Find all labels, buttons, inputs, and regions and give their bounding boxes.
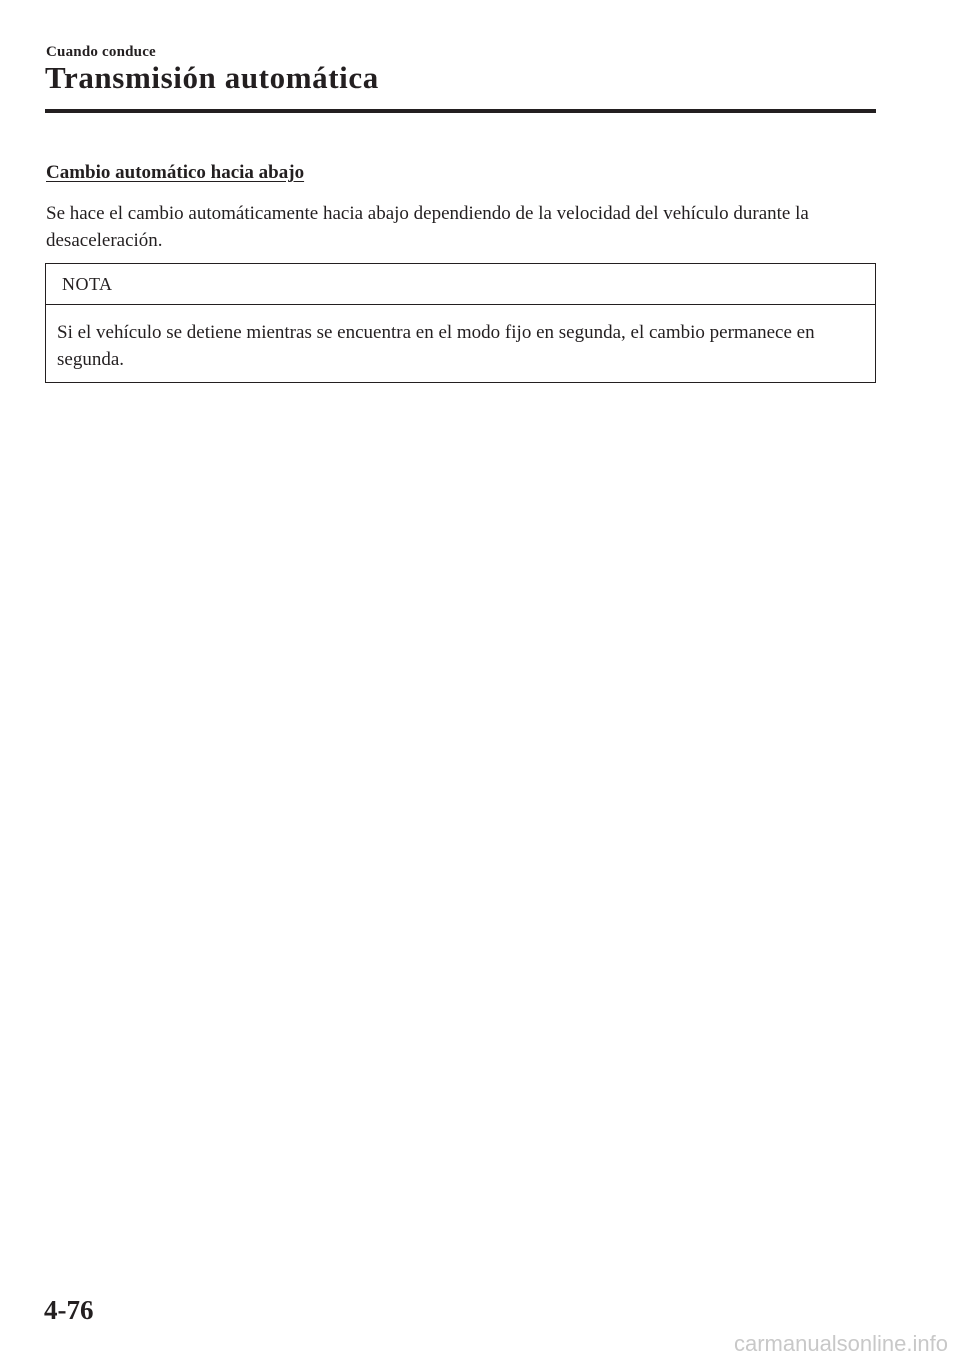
- page-title: Transmisión automática: [45, 60, 379, 95]
- section-body-text: Se hace el cambio automáticamente hacia abajo dependiendo de la velocidad del vehículo durante la desaceleración.: [46, 203, 809, 251]
- chapter-label: Cuando conduce: [46, 44, 156, 60]
- note-header: [46, 264, 875, 305]
- note-text: Si el vehículo se detiene mientras se encuentra en el modo fijo en segunda, el cambio permanece en segunda.: [57, 322, 815, 370]
- title-divider: [45, 109, 876, 113]
- page-number: 4-76: [44, 1295, 94, 1325]
- note-box: [45, 263, 876, 383]
- watermark: carmanualsonline.info: [733, 1331, 948, 1356]
- note-label: NOTA: [62, 274, 113, 294]
- section-heading: Cambio automático hacia abajo: [46, 162, 305, 183]
